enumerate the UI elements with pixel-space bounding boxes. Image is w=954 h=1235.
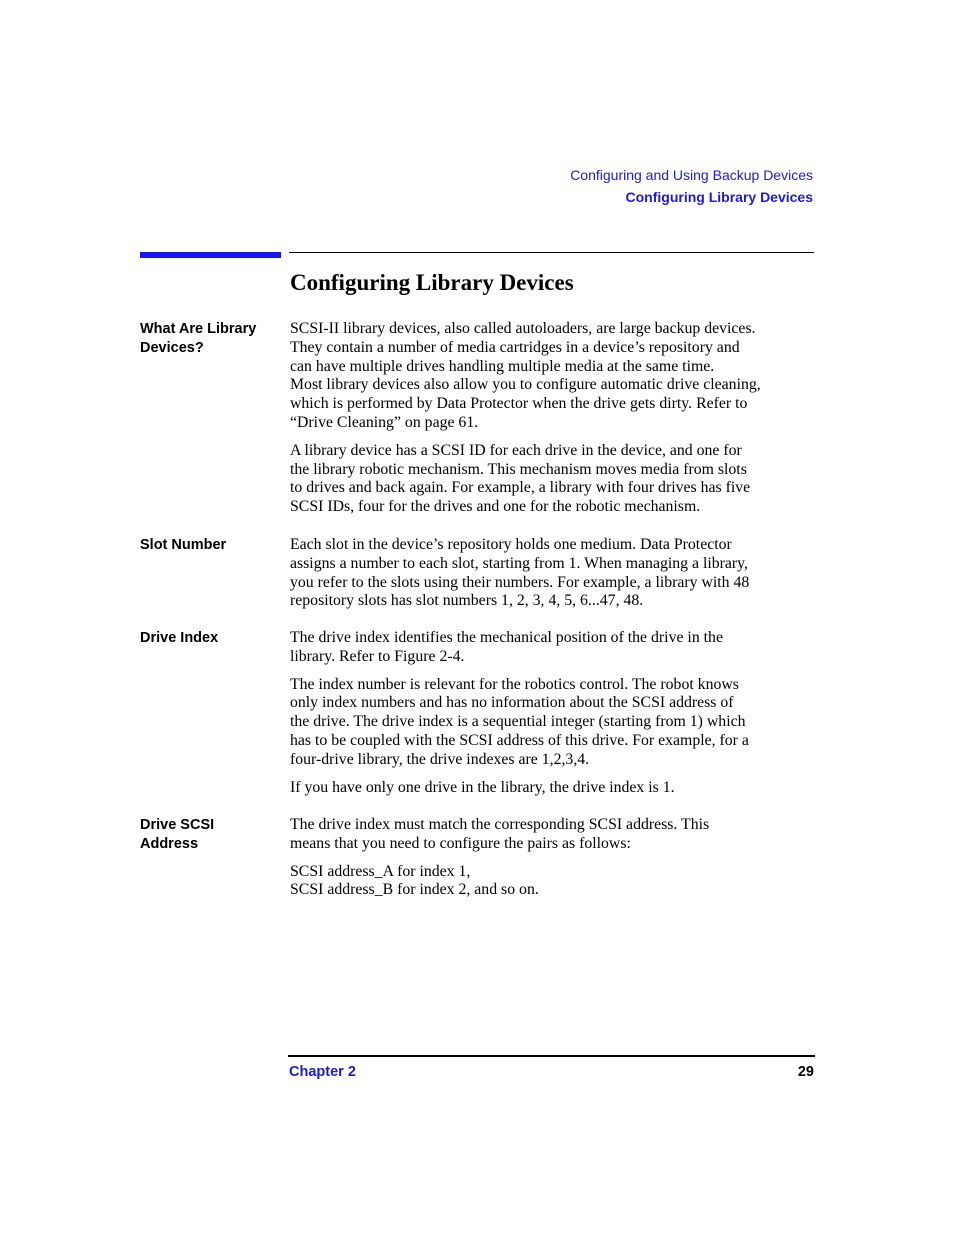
title-rule <box>289 252 814 253</box>
text-line: to drives and back again. For example, a library with four drives has five <box>290 479 751 497</box>
side-heading <box>140 320 280 358</box>
paragraph <box>290 816 820 854</box>
text-line: They contain a number of media cartridges in a device’s repository and <box>290 338 740 356</box>
text-line: SCSI IDs, four for the drives and one for the robotic mechanism. <box>290 498 701 516</box>
paragraph <box>290 676 820 770</box>
paragraph <box>290 629 820 667</box>
text-line: SCSI-II library devices, also called autoloaders, are large backup devices. <box>290 320 756 337</box>
side-heading <box>140 536 280 555</box>
footer-rule <box>288 1055 815 1057</box>
text-line: the drive. The drive index is a sequential integer (starting from 1) which <box>290 713 746 731</box>
text-line: four-drive library, the drive indexes are 1,2,3,4. <box>290 750 590 768</box>
paragraph <box>290 442 820 517</box>
text-line: has to be coupled with the SCSI address of this drive. For example, for a <box>290 731 749 749</box>
section-body <box>290 816 820 909</box>
text-line: SCSI address_B for index 2, and so on. <box>290 881 539 899</box>
running-head-section: Configuring Library Devices <box>625 189 813 205</box>
paragraph <box>290 320 820 433</box>
side-heading-line: Drive Index <box>140 630 219 646</box>
section-body <box>290 629 820 806</box>
text-line: means that you need to configure the pairs as follows: <box>290 834 631 852</box>
section-body <box>290 536 820 620</box>
footer-chapter: Chapter 2 <box>289 1064 356 1080</box>
paragraph <box>290 779 820 798</box>
side-heading-line: Address <box>140 836 199 852</box>
side-heading-line: Drive SCSI <box>140 817 215 833</box>
text-line: The index number is relevant for the robotics control. The robot knows <box>290 675 739 693</box>
side-heading <box>140 629 280 648</box>
side-heading <box>140 816 280 854</box>
text-line: A library device has a SCSI ID for each drive in the device, and one for <box>290 441 742 459</box>
text-line: Most library devices also allow you to configure automatic drive cleaning, <box>290 376 761 394</box>
text-line: “Drive Cleaning” on page 61. <box>290 413 479 431</box>
text-line: If you have only one drive in the library, the drive index is 1. <box>290 778 675 796</box>
page-title: Configuring Library Devices <box>290 270 574 295</box>
text-line: the library robotic mechanism. This mechanism moves media from slots <box>290 460 747 478</box>
side-heading-line: What Are Library <box>140 321 257 337</box>
page-number: 29 <box>797 1064 814 1080</box>
text-line: which is performed by Data Protector when the drive gets dirty. Refer to <box>290 395 748 413</box>
text-line: library. Refer to Figure 2-4. <box>290 647 465 665</box>
text-line: The drive index must match the corresponding SCSI address. This <box>290 816 710 833</box>
text-line: assigns a number to each slot, starting from 1. When managing a library, <box>290 554 748 572</box>
title-rule-accent <box>140 252 281 258</box>
text-line: only index numbers and has no information about the SCSI address of <box>290 694 734 712</box>
side-heading-line: Devices? <box>140 340 204 356</box>
text-line: The drive index identifies the mechanical position of the drive in the <box>290 629 723 646</box>
section-body <box>290 320 820 526</box>
text-line: SCSI address_A for index 1, <box>290 862 471 880</box>
running-head <box>570 166 813 206</box>
text-line: repository slots has slot numbers 1, 2, 3, 4, 5, 6...47, 48. <box>290 592 644 610</box>
running-head-chapter: Configuring and Using Backup Devices <box>570 167 813 183</box>
side-heading-line: Slot Number <box>140 537 227 553</box>
text-line: you refer to the slots using their numbers. For example, a library with 48 <box>290 573 750 591</box>
paragraph <box>290 536 820 611</box>
paragraph <box>290 863 820 901</box>
text-line: Each slot in the device’s repository holds one medium. Data Protector <box>290 536 732 553</box>
text-line: can have multiple drives handling multiple media at the same time. <box>290 357 715 375</box>
